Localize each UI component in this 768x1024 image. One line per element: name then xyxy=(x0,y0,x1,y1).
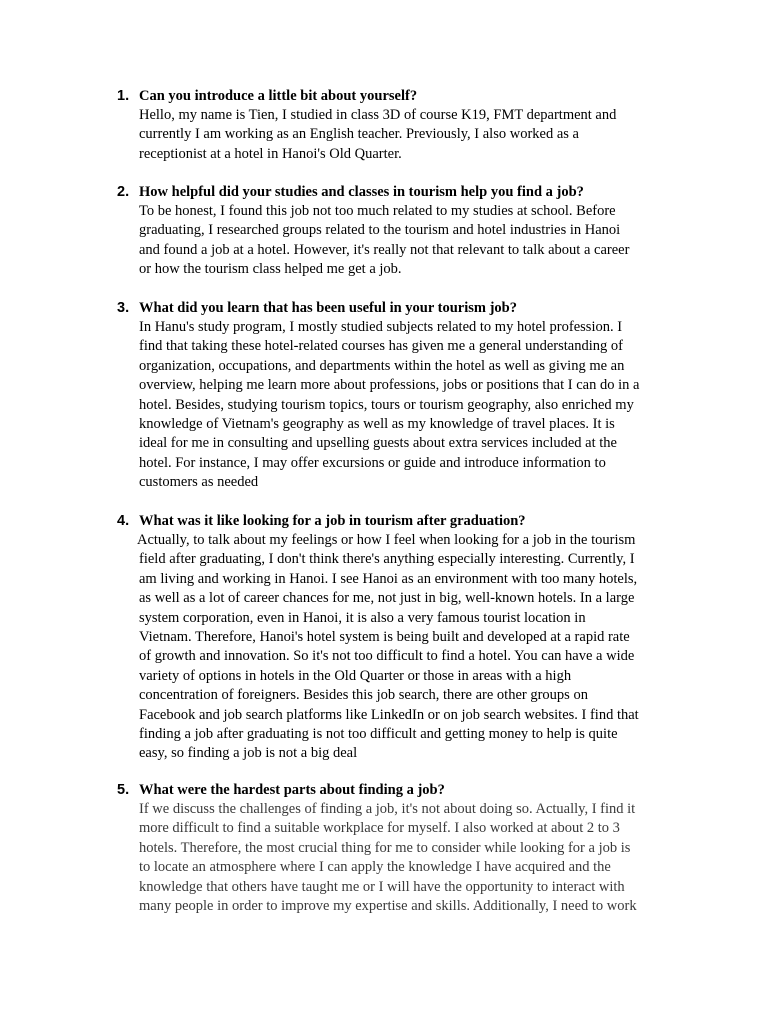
answer-line: system corporation, even in Hanoi, it is also a very famous tourist location in xyxy=(139,609,586,626)
answer-line: concentration of foreigners. Besides this job search, there are other groups on xyxy=(139,687,588,704)
answer-line: and found a job at a hotel. However, it's really not that relevant to talk about a career xyxy=(139,241,630,258)
question-number: 4. xyxy=(117,513,130,529)
answer-line: finding a job after graduating is not too difficult and getting money to help is quite xyxy=(139,725,618,742)
answer-line: overview, helping me learn more about professions, jobs or positions that I can do in a xyxy=(139,377,640,394)
answer-line: Actually, to talk about my feelings or how I feel when looking for a job in the tourism xyxy=(137,532,636,548)
answer-line: find that taking these hotel-related courses has given me a general understanding of xyxy=(139,338,623,355)
answer-text xyxy=(139,106,699,164)
answer-text xyxy=(139,531,699,764)
answer-line: or how the tourism class helped me get a job. xyxy=(139,261,402,278)
question-text: Can you introduce a little bit about yourself? xyxy=(139,88,418,104)
answer-text xyxy=(139,202,699,280)
answer-line: easy, so finding a job is not a big deal xyxy=(139,745,358,762)
question-number: 5. xyxy=(117,782,130,798)
question-number: 3. xyxy=(117,300,130,316)
question-text: What was it like looking for a job in tourism after graduation? xyxy=(139,513,526,529)
question-text: What did you learn that has been useful in your tourism job? xyxy=(139,300,517,316)
answer-line: field after graduating, I don't think there's anything especially interesting. Currently, I xyxy=(139,551,635,568)
answer-line: hotel. Besides, studying tourism topics, tours or tourism geography, also enriched my xyxy=(139,396,634,413)
answer-line: graduating, I researched groups related to the tourism and hotel industries in Hanoi xyxy=(139,222,621,239)
answer-line: as well as a lot of career chances for me, not just in big, well-known hotels. In a large xyxy=(139,590,635,607)
answer-line: variety of options in hotels in the Old Quarter or those in areas with a high xyxy=(139,667,572,684)
answer-line: of growth and innovation. So it's not too difficult to find a hotel. You can have a wide xyxy=(139,648,635,665)
answer-text xyxy=(139,800,699,916)
answer-line: many people in order to improve my expertise and skills. Additionally, I need to work xyxy=(139,897,637,914)
answer-line: Hello, my name is Tien, I studied in class 3D of course K19, FMT department and xyxy=(139,107,617,123)
answer-line: Facebook and job search platforms like LinkedIn or on job search websites. I find that xyxy=(139,706,639,723)
answer-line: customers as needed xyxy=(139,474,259,491)
answer-line: organization, occupations, and departments within the hotel as well as giving me an xyxy=(139,357,625,374)
answer-line: In Hanu's study program, I mostly studied subjects related to my hotel profession. I xyxy=(139,319,623,335)
answer-line: to locate an atmosphere where I can apply the knowledge I have acquired and the xyxy=(139,859,611,876)
answer-line: hotel. For instance, I may offer excursions or guide and introduce information to xyxy=(139,454,606,471)
answer-line: more difficult to find a suitable workplace for myself. I also worked at about 2 to 3 xyxy=(139,820,620,837)
question-text: How helpful did your studies and classes in tourism help you find a job? xyxy=(139,184,584,200)
answer-line: receptionist at a hotel in Hanoi's Old Quarter. xyxy=(139,145,402,162)
answer-line: currently I am working as an English teacher. Previously, I also worked as a xyxy=(139,126,579,143)
answer-line: knowledge of Vietnam's geography as well as my knowledge of travel places. It is xyxy=(139,415,615,432)
answer-line: If we discuss the challenges of finding a job, it's not about doing so. Actually, I find it xyxy=(139,801,636,817)
answer-line: knowledge that others have taught me or I will have the opportunity to interact with xyxy=(139,878,625,895)
question-number: 1. xyxy=(117,88,130,104)
answer-line: Vietnam. Therefore, Hanoi's hotel system is being built and developed at a rapid rate xyxy=(139,628,630,645)
answer-line: hotels. Therefore, the most crucial thing for me to consider while looking for a job is xyxy=(139,839,631,856)
question-number: 2. xyxy=(117,184,130,200)
question-text: What were the hardest parts about finding a job? xyxy=(139,782,445,798)
answer-line: am living and working in Hanoi. I see Hanoi as an environment with too many hotels, xyxy=(139,570,638,587)
answer-line: To be honest, I found this job not too much related to my studies at school. Before xyxy=(139,203,616,219)
answer-line: ideal for me in consulting and upselling guests about extra services included at the xyxy=(139,435,617,452)
answer-text xyxy=(139,318,699,493)
